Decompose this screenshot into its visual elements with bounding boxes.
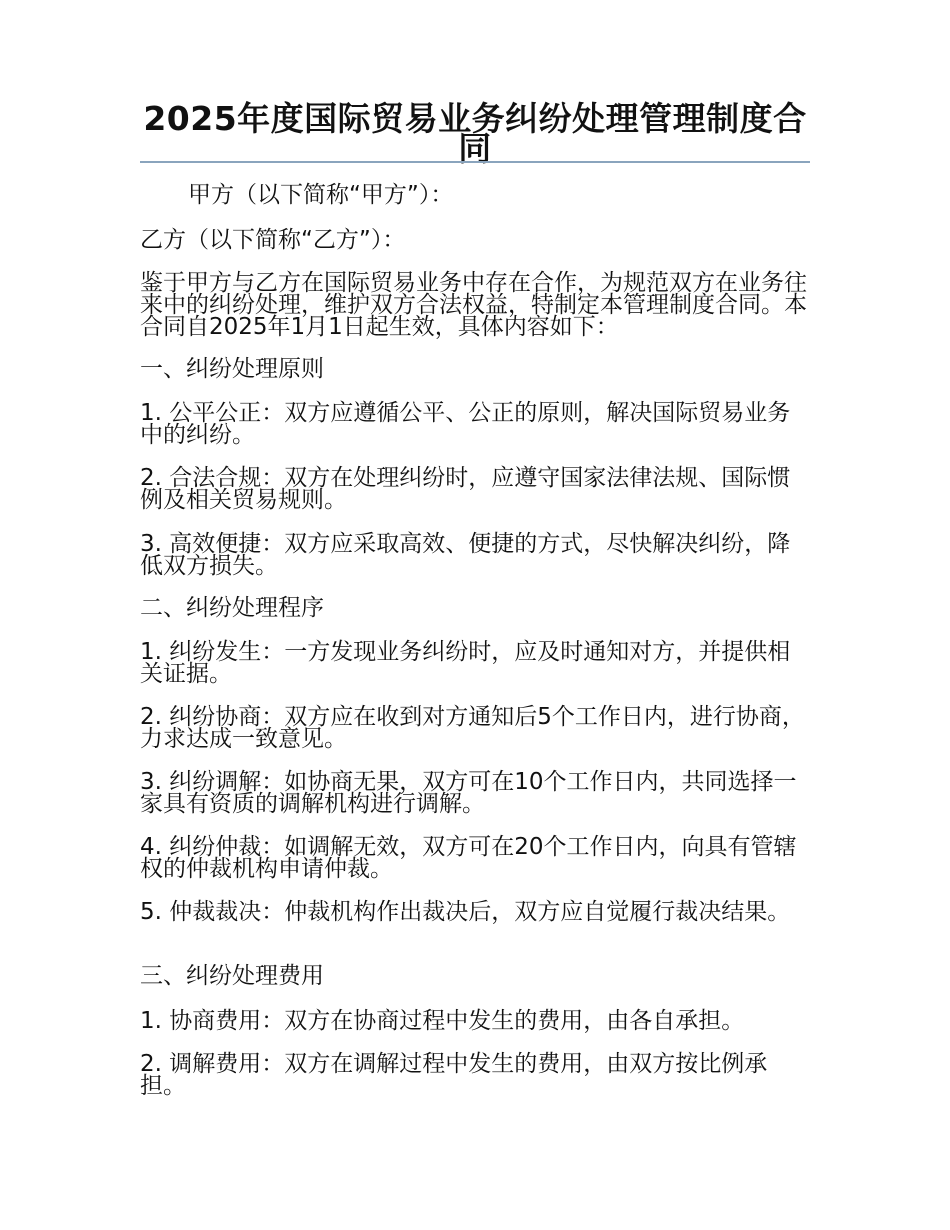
clause-item: 3. 纠纷调解：如协商无果，双方可在10个工作日内，共同选择一家具有资质的调解机构进行调解。 [140, 769, 797, 817]
clause-item: 2. 纠纷协商：双方应在收到对方通知后5个工作日内，进行协商，力求达成一致意见。 [140, 704, 805, 752]
party-b-line: 乙方（以下简称“乙方”）： [140, 227, 406, 253]
clause-item: 5. 仲裁裁决：仲裁机构作出裁决后，双方应自觉履行裁决结果。 [140, 899, 791, 925]
section-heading: 一、纠纷处理原则 [140, 356, 324, 382]
clause-item: 3. 高效便捷：双方应采取高效、便捷的方式，尽快解决纠纷，降低双方损失。 [140, 531, 791, 579]
party-a-line: 甲方（以下简称“甲方”）： [188, 182, 454, 208]
title-divider [140, 161, 810, 163]
clause-item: 4. 纠纷仲裁：如调解无效，双方可在20个工作日内，向具有管辖权的仲裁机构申请仲裁。 [140, 834, 797, 882]
clause-item: 2. 调解费用：双方在调解过程中发生的费用，由双方按比例承担。 [140, 1051, 768, 1099]
section-heading: 二、纠纷处理程序 [140, 595, 324, 621]
clause-item: 1. 协商费用：双方在协商过程中发生的费用，由各自承担。 [140, 1008, 745, 1034]
section-heading: 三、纠纷处理费用 [140, 963, 324, 989]
document-title: 2025年度国际贸易业务纠纷处理管理制度合同 [143, 99, 807, 168]
clause-item: 1. 公平公正：双方应遵循公平、公正的原则，解决国际贸易业务中的纠纷。 [140, 400, 791, 448]
clause-item: 1. 纠纷发生：一方发现业务纠纷时，应及时通知对方，并提供相关证据。 [140, 639, 791, 687]
preamble-paragraph: 鉴于甲方与乙方在国际贸易业务中存在合作，为规范双方在业务往来中的纠纷处理，维护双方合法权益，特制定本管理制度合同。本合同自2025年1月1日起生效，具体内容如下： [140, 270, 807, 340]
clause-item: 2. 合法合规：双方在处理纠纷时，应遵守国家法律法规、国际惯例及相关贸易规则。 [140, 465, 791, 513]
